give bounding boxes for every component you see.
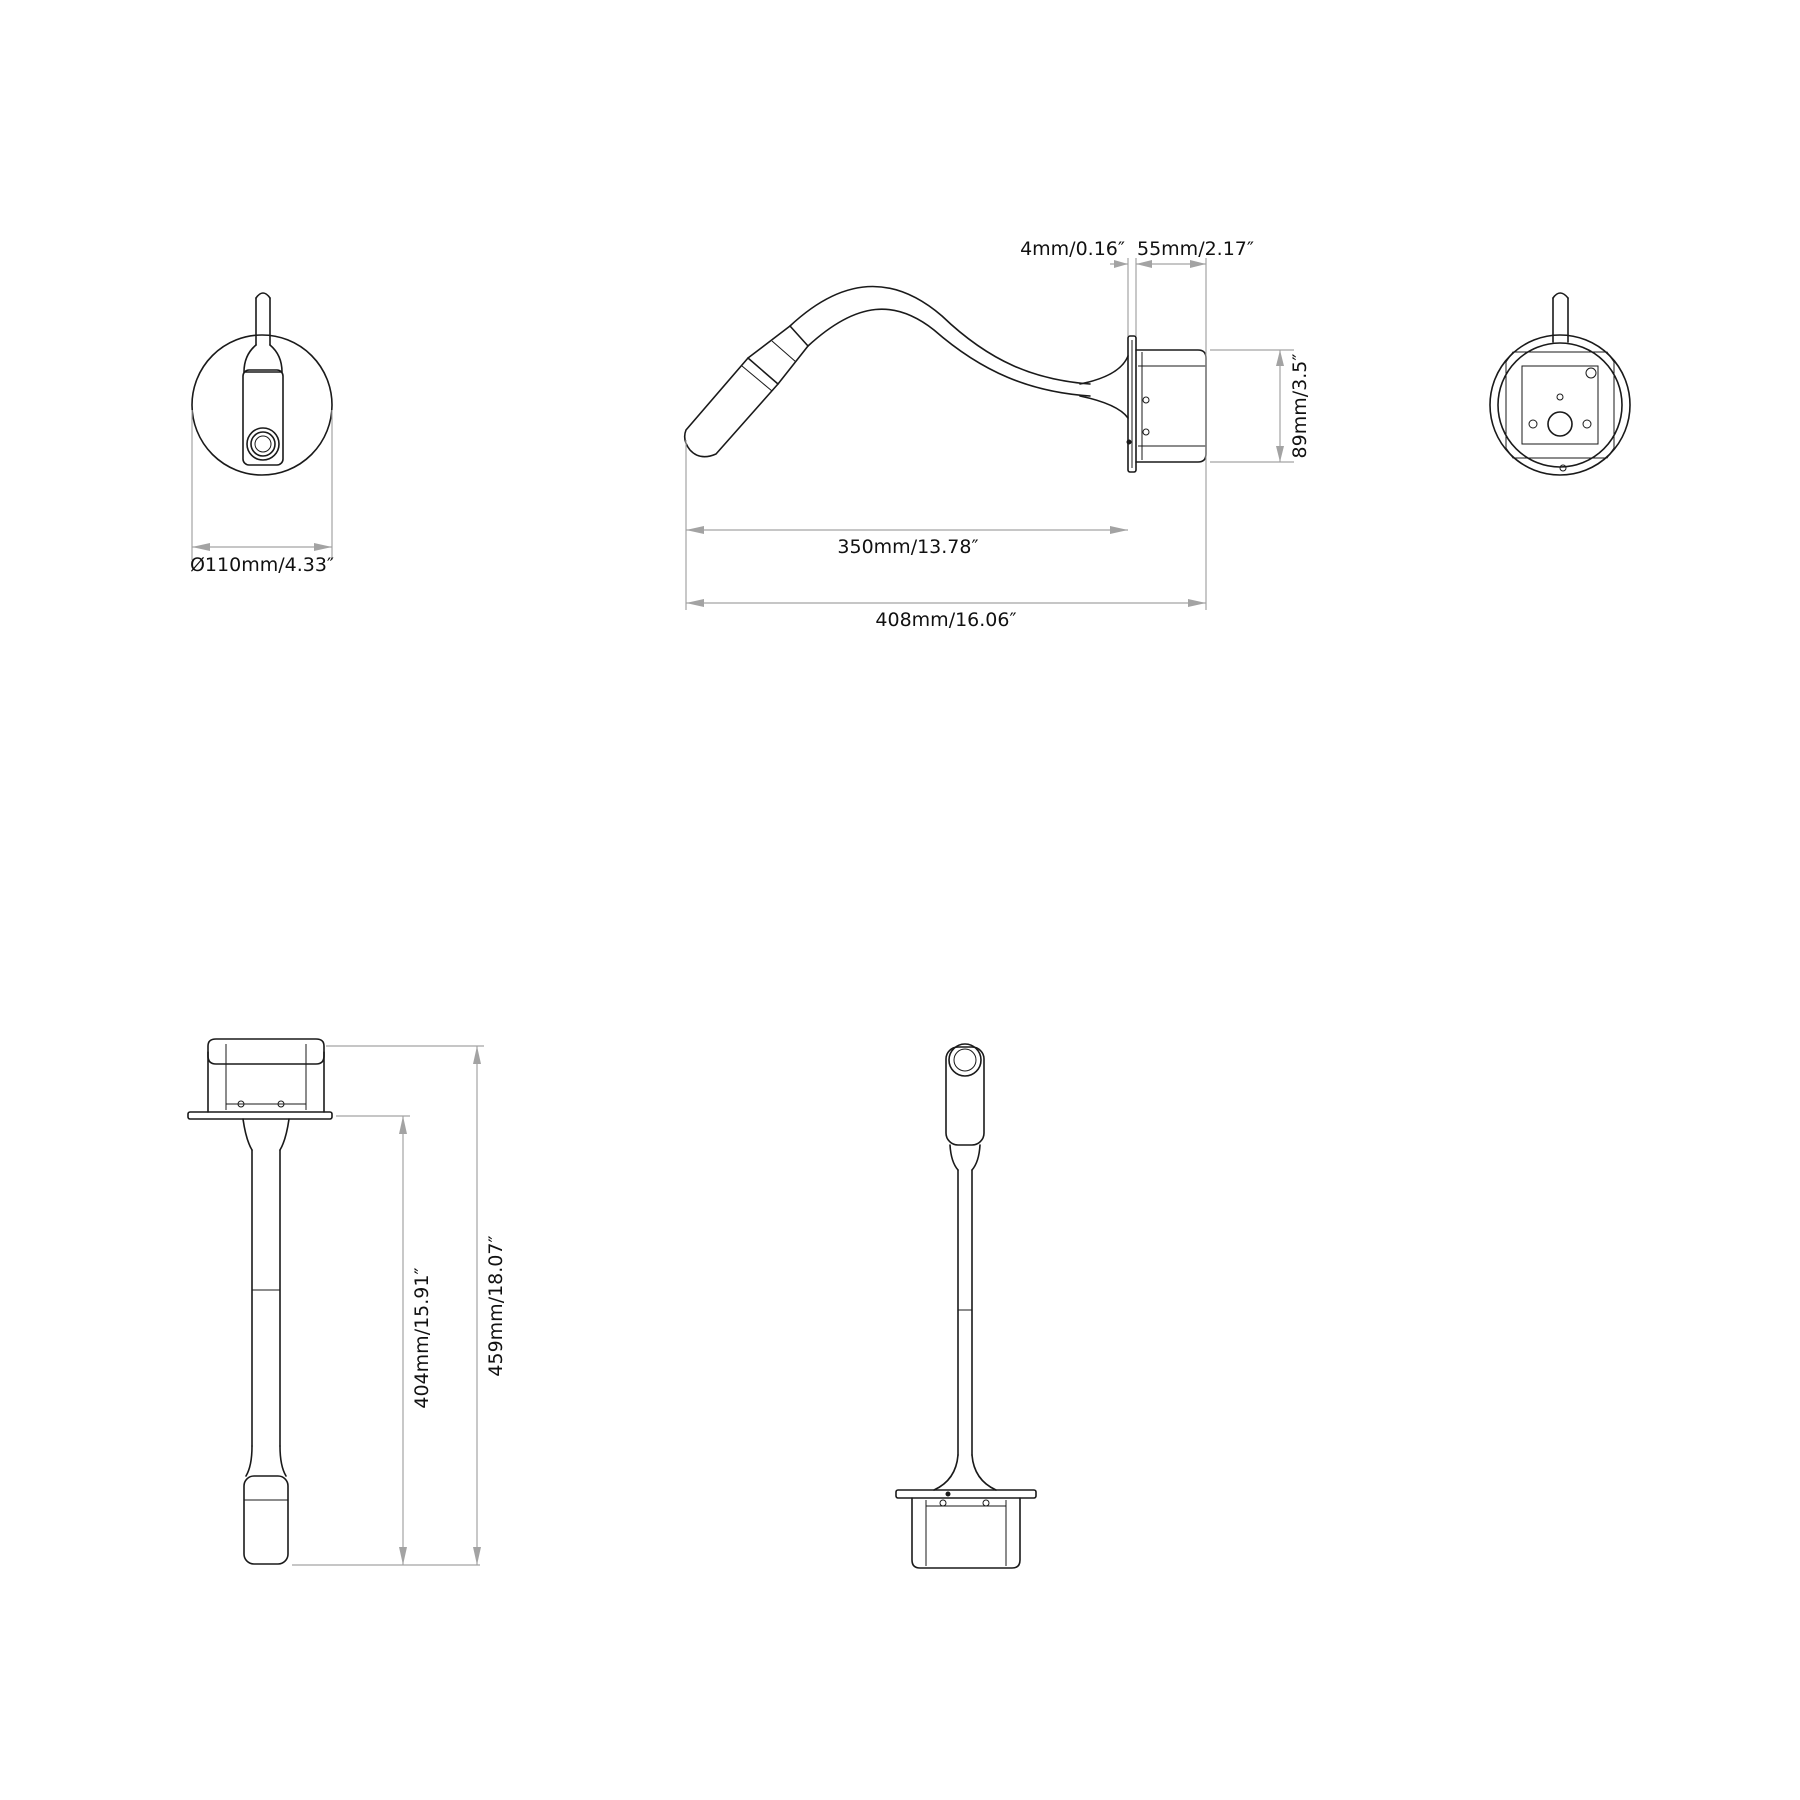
bottom-view	[896, 1044, 1036, 1568]
front-diameter-dimension	[190, 410, 334, 576]
box-depth-label: 55mm/2.17″	[1137, 238, 1254, 260]
total-length-label: 459mm/18.07″	[485, 1235, 507, 1377]
arm-reach-dimension	[686, 440, 1128, 610]
arm-reach-label: 350mm/13.78″	[837, 536, 979, 558]
rear-view	[1490, 293, 1630, 475]
total-depth-dimension	[686, 599, 1206, 631]
flange-label: 4mm/0.16″	[1020, 238, 1125, 260]
arm-length-label: 404mm/15.91″	[411, 1267, 433, 1409]
top-view	[188, 1039, 332, 1564]
arm-length-dimension	[292, 1116, 480, 1565]
total-depth-label: 408mm/16.06″	[875, 609, 1017, 631]
box-height-label: 89mm/3.5″	[1289, 353, 1311, 459]
front-view	[192, 293, 332, 475]
front-diameter-label: Ø110mm/4.33″	[189, 554, 335, 576]
box-height-dimension	[1210, 350, 1311, 462]
flange-dimension	[1020, 238, 1136, 336]
box-depth-dimension	[1136, 238, 1254, 610]
